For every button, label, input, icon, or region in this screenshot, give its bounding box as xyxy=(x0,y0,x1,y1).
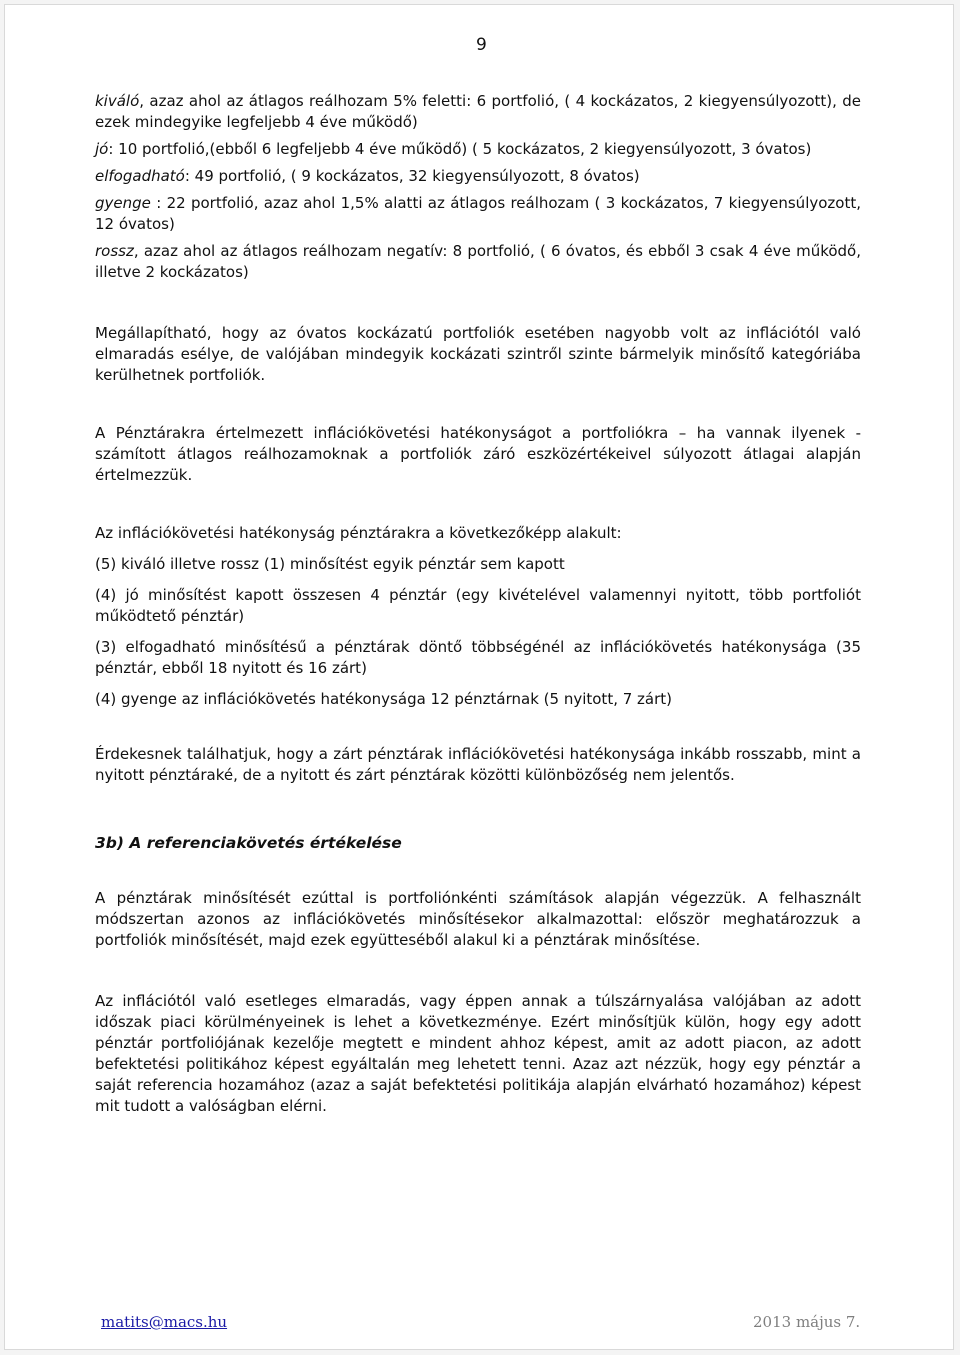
page-number: 9 xyxy=(476,35,487,55)
rating-label: jó xyxy=(95,140,109,158)
rating-item xyxy=(95,166,861,187)
footer-date: 2013 május 7. xyxy=(753,1313,861,1331)
rating-text: , azaz ahol az átlagos reálhozam negatív: 8 portfolió, ( 6 óvatos, és ebből 3 csak 4 éve működő, illetve 2 kockázatos) xyxy=(95,242,861,281)
paragraph-definition: A Pénztárakra értelmezett inflációkövetési hatékonyságot a portfoliókra – ha vannak ilyenek - számított átlagos reálhozamoknak a portfoliók záró eszközértékeivel súlyozott átlagai alapján értelmezzük. xyxy=(95,424,861,484)
list-item: (4) jó minősítést kapott összesen 4 pénztár (egy kivételével valamennyi nyitott, több portfoliót működtető pénztár) xyxy=(95,586,861,625)
paragraph-observation: Érdekesnek találhatjuk, hogy a zárt pénztárak inflációkövetési hatékonysága inkább rosszabb, mint a nyitott pénztáraké, de a nyitott és zárt pénztárak közötti különbözőség nem jelentős. xyxy=(95,745,861,784)
rating-text: : 22 portfolió, azaz ahol 1,5% alatti az átlagos reálhozam ( 3 kockázatos, 7 kiegyensúlyozott, 12 óvatos) xyxy=(95,194,861,233)
rating-text: : 10 portfolió,(ebből 6 legfeljebb 4 éve működő) ( 5 kockázatos, 2 kiegyensúlyozott, 3 óvatos) xyxy=(108,140,812,158)
body-text xyxy=(95,91,861,1117)
rating-item xyxy=(95,91,861,133)
rating-item xyxy=(95,193,861,235)
rating-text: , azaz ahol az átlagos reálhozam 5% feletti: 6 portfolió, ( 4 kockázatos, 2 kiegyensúlyozott), de ezek mindegyike legfeljebb 4 éve működő) xyxy=(95,92,861,131)
section-heading: 3b) A referenciakövetés értékelése xyxy=(95,834,402,852)
list-item: (4) gyenge az inflációkövetés hatékonysága 12 pénztárnak (5 nyitott, 7 zárt) xyxy=(95,690,673,708)
paragraph-method: A pénztárak minősítését ezúttal is portfoliónkénti számítások alapján végezzük. A felhasznált módszertan azonos az inflációkövetés minősítésekor alkalmazottal: először meghatározzuk a portfoliók minősítését, majd ezek együtteséből alakul ki a pénztárak minősítése. xyxy=(95,889,861,949)
rating-item xyxy=(95,241,861,283)
paragraph-reference: Az inflációtól való esetleges elmaradás, vagy éppen annak a túlszárnyalása valójában az adott időszak piaci körülményeinek is lehet a következménye. Ezért minősítjük külön, hogy egy adott pénztár portfoliójának kezelője megtett e mindent ahhoz képest, amit az adott piacon, az adott befektetési politikához képest egyáltalán meg lehetett tenni. Azaz azt nézzük, hogy egy pénztár a saját referencia hozamához (azaz a saját befektetési politikája alapján elvárható hozamához) képest mit tudott a valóságban elérni. xyxy=(95,992,861,1115)
rating-item xyxy=(95,139,861,160)
rating-label: rossz xyxy=(95,242,134,260)
rating-label: gyenge xyxy=(95,194,151,212)
rating-label: elfogadható xyxy=(95,167,185,185)
paragraph-intro: Az inflációkövetési hatékonyság pénztárakra a következőképp alakult: xyxy=(95,524,622,542)
footer-email-link[interactable]: matits@macs.hu xyxy=(101,1313,228,1331)
rating-text: : 49 portfolió, ( 9 kockázatos, 32 kiegyensúlyozott, 8 óvatos) xyxy=(184,167,640,185)
paragraph-conclusion: Megállapítható, hogy az óvatos kockázatú portfoliók esetében nagyobb volt az inflációtól való elmaradás esélye, de valójában mindegyik kockázati szintről szinte bármelyik minősítő kategóriába kerülhetnek portfoliók. xyxy=(95,324,861,384)
list-item: (3) elfogadható minősítésű a pénztárak döntő többségénél az inflációkövetés hatékonysága (35 pénztár, ebből 18 nyitott és 16 zárt) xyxy=(95,638,861,677)
rating-label: kiváló xyxy=(95,92,140,110)
list-item: (5) kiváló illetve rossz (1) minősítést egyik pénztár sem kapott xyxy=(95,555,565,573)
document-page xyxy=(4,4,954,1350)
